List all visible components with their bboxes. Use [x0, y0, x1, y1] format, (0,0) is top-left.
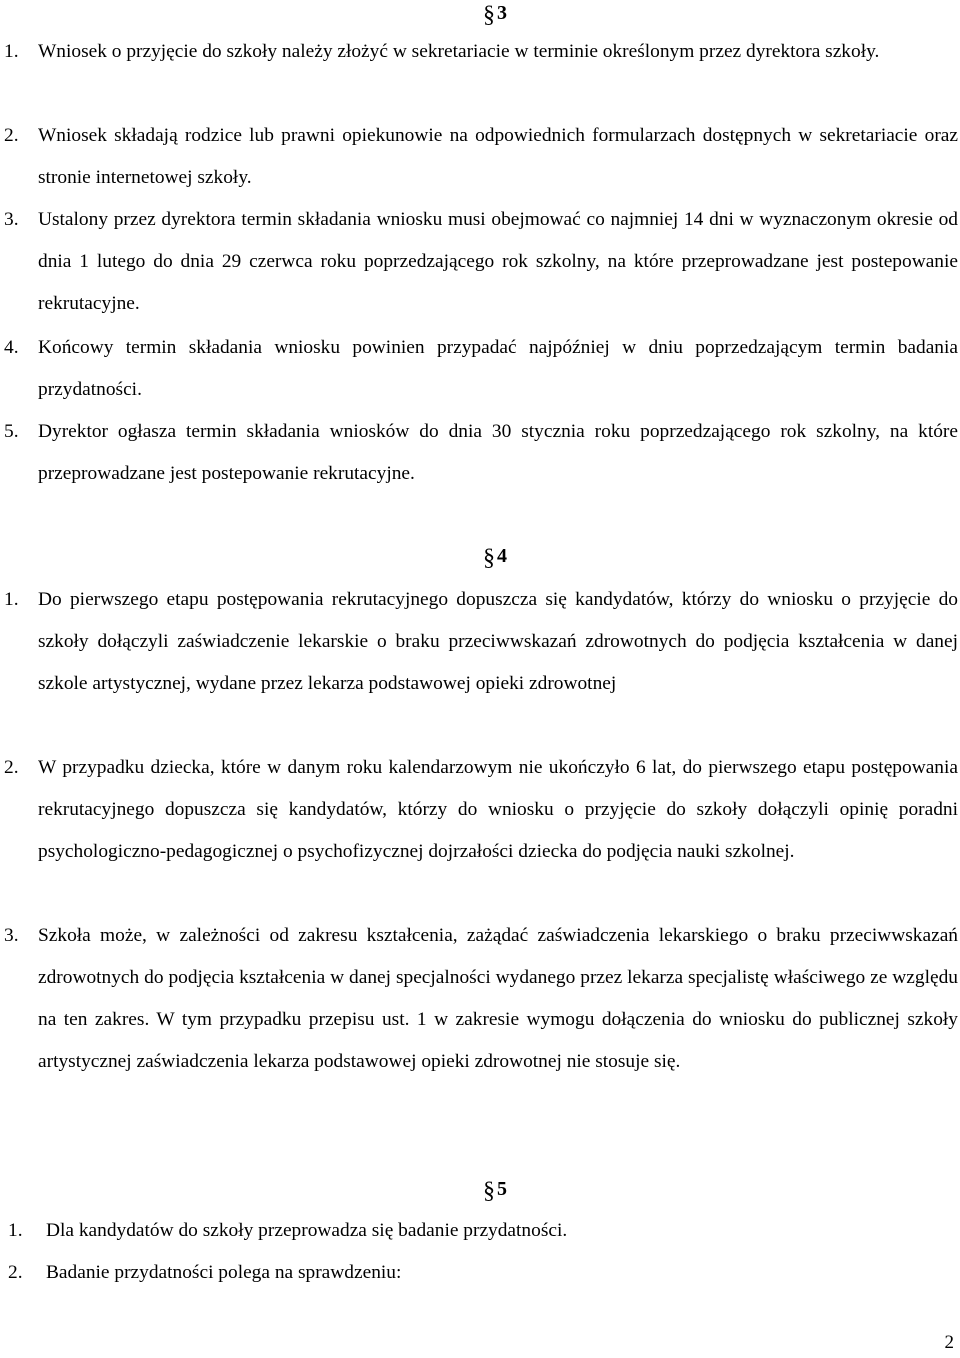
- item-number: 1.: [4, 589, 19, 610]
- item-number: 5.: [4, 421, 19, 442]
- section-number: 3: [497, 2, 507, 24]
- list-item: [4, 327, 958, 411]
- item-text: Ustalony przez dyrektora termin składania wniosku musi obejmować co najmniej 14 dni w wyznaczonym okresie od dnia 1 lutego do dnia 29 czerwca roku poprzedzającego rok szkolny, na które przeprowadzane jest postepowanie rekrutacyjne.: [38, 209, 958, 314]
- section-sign: §: [483, 545, 495, 571]
- list-item: [4, 579, 958, 705]
- item-text: Szkoła może, w zależności od zakresu kształcenia, zażądać zaświadczenia lekarskiego o braku przeciwwskazań zdrowotnych do podjęcia kształcenia w danej specjalności wydanego przez lekarza specjalistę właściwego ze względu na ten zakres. W tym przypadku przepisu ust. 1 w zakresie wymogu dołączenia do wniosku do publicznej szkoły artystycznej zaświadczenia lekarza podstawowej opieki zdrowotnej nie stosuje się.: [38, 925, 958, 1072]
- item-text: Badanie przydatności polega na sprawdzeniu:: [46, 1262, 402, 1283]
- item-number: 1.: [4, 41, 19, 62]
- list-item: [4, 747, 958, 873]
- item-text: Dyrektor ogłasza termin składania wniosków do dnia 30 stycznia roku poprzedzającego rok szkolny, na które przeprowadzane jest postepowanie rekrutacyjne.: [38, 421, 958, 484]
- list-item: [8, 1252, 926, 1294]
- list-item: [4, 115, 958, 199]
- list-item: [8, 1210, 926, 1252]
- section-sign: §: [483, 2, 495, 28]
- list-item: [4, 31, 958, 73]
- item-text: Dla kandydatów do szkoły przeprowadza się badanie przydatności.: [46, 1220, 568, 1241]
- section-heading-4: [0, 545, 960, 572]
- page-number: 2: [944, 1332, 954, 1353]
- list-item: [4, 915, 958, 1083]
- item-text: W przypadku dziecka, które w danym roku kalendarzowym nie ukończyło 6 lat, do pierwszego etapu postępowania rekrutacyjnego dopuszcza się kandydatów, którzy do wniosku o przyjęcie do szkoły dołączyli opinię poradni psychologiczno-pedagogicznej o psychofizycznej dojrzałości dziecka do podjęcia nauki szkolnej.: [38, 757, 958, 862]
- section-heading-5: [0, 1178, 960, 1205]
- item-text: Wniosek o przyjęcie do szkoły należy złożyć w sekretariacie w terminie określonym przez dyrektora szkoły.: [38, 41, 880, 62]
- item-text: Wniosek składają rodzice lub prawni opiekunowie na odpowiednich formularzach dostępnych w sekretariacie oraz stronie internetowej szkoły.: [38, 125, 958, 188]
- item-number: 2.: [4, 125, 19, 146]
- section-number: 5: [497, 1178, 507, 1200]
- item-text: Do pierwszego etapu postępowania rekrutacyjnego dopuszcza się kandydatów, którzy do wniosku o przyjęcie do szkoły dołączyli zaświadczenie lekarskie o braku przeciwwskazań zdrowotnych do podjęcia kształcenia w danej szkole artystycznej, wydane przez lekarza podstawowej opieki zdrowotnej: [38, 589, 958, 694]
- item-number: 1.: [8, 1220, 23, 1241]
- item-number: 2.: [4, 757, 19, 778]
- section-heading-3: [0, 2, 960, 29]
- item-number: 4.: [4, 337, 19, 358]
- item-number: 3.: [4, 209, 19, 230]
- list-item: [4, 199, 958, 325]
- section-sign: §: [483, 1178, 495, 1204]
- section-number: 4: [497, 545, 507, 567]
- item-number: 2.: [8, 1262, 23, 1283]
- item-number: 3.: [4, 925, 19, 946]
- list-item: [4, 411, 958, 495]
- item-text: Końcowy termin składania wniosku powinien przypadać najpóźniej w dniu poprzedzającym termin badania przydatności.: [38, 337, 958, 400]
